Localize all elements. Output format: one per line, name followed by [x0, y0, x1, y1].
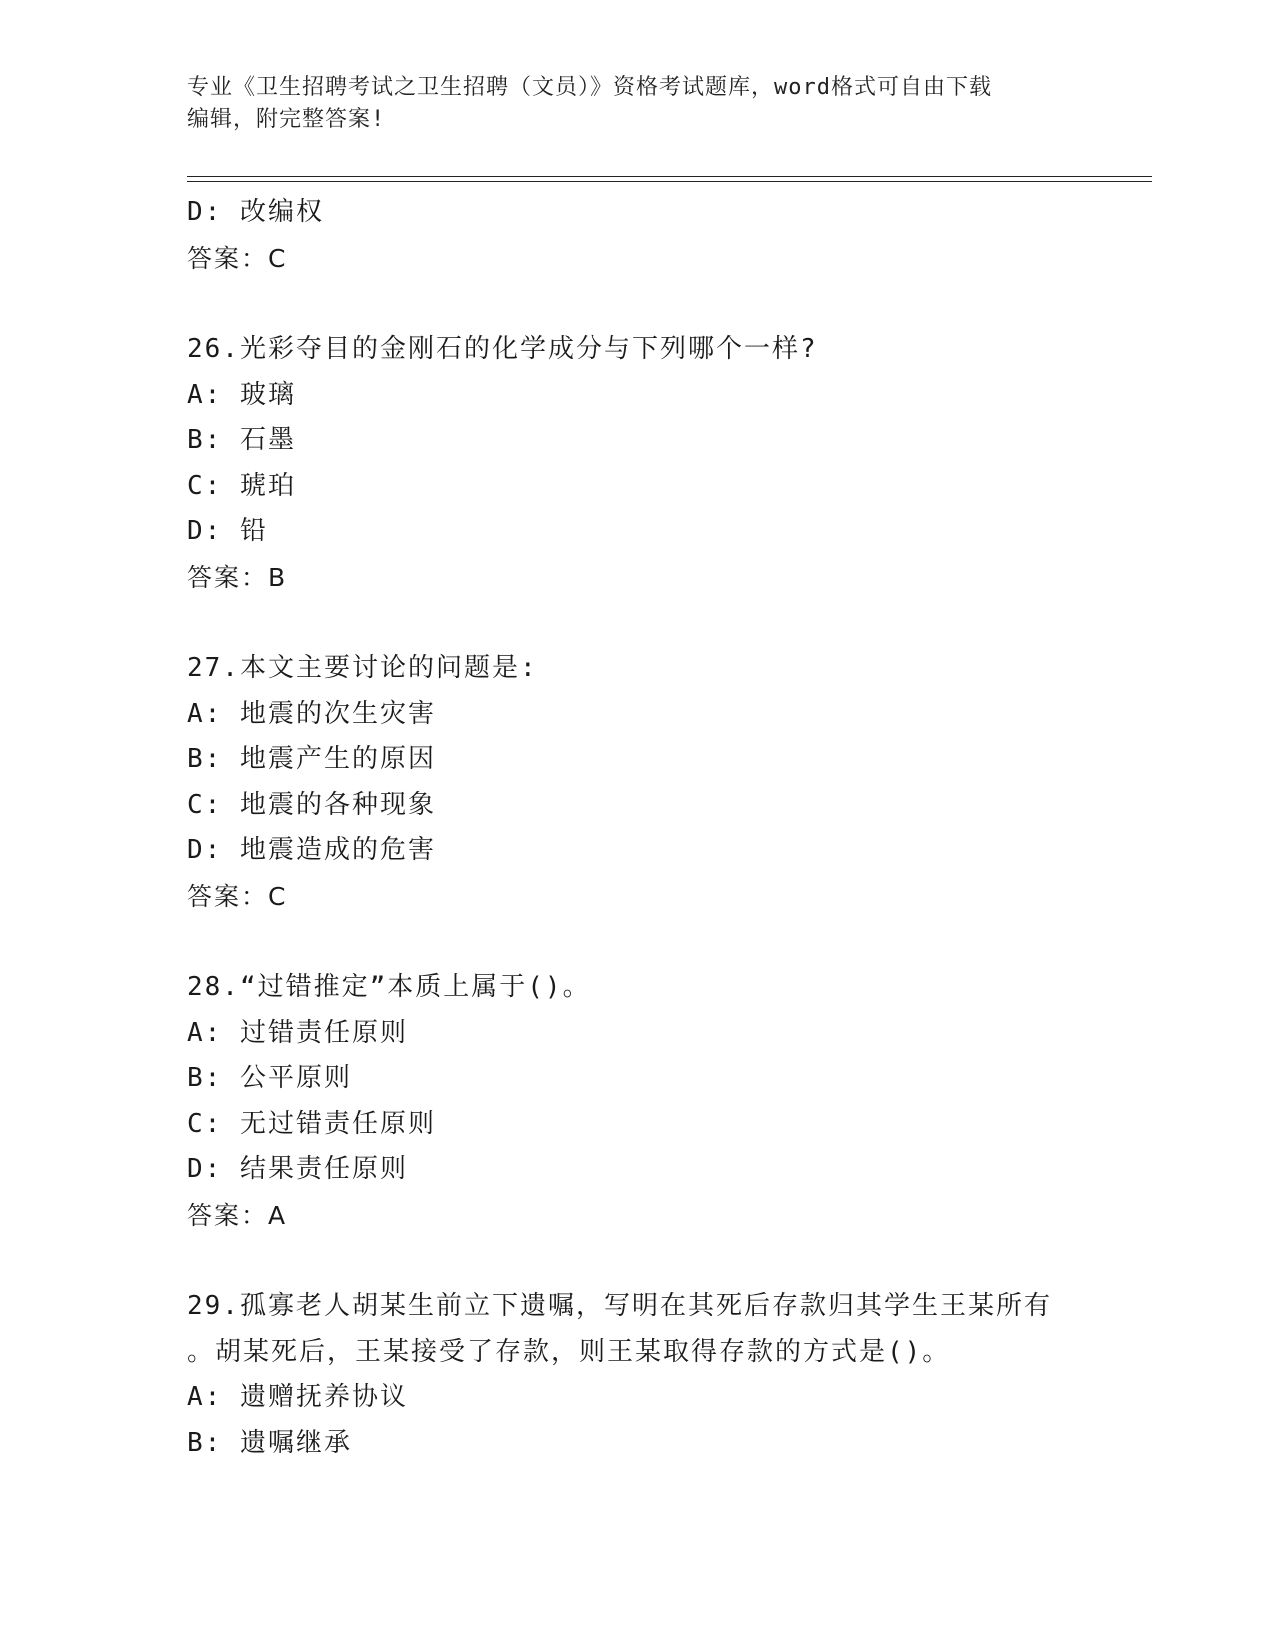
option-b: B: 遗嘱继承: [187, 1427, 352, 1458]
page-header: [187, 72, 1067, 136]
question-29: [187, 1284, 1087, 1466]
spacer: [187, 281, 1087, 327]
answer: 答案：B: [187, 562, 288, 592]
option-d: D: 改编权: [187, 197, 324, 227]
option-c: C: 无过错责任原则: [187, 1108, 436, 1139]
spacer: [187, 919, 1087, 965]
answer: 答案：C: [187, 881, 288, 911]
header-line-1: 专业《卫生招聘考试之卫生招聘（文员）》资格考试题库，word格式可自由下载: [187, 75, 992, 100]
header-divider-top: [187, 176, 1152, 177]
option-c: C: 地震的各种现象: [187, 789, 436, 820]
question-27: [187, 646, 1087, 919]
option-b: B: 公平原则: [187, 1063, 352, 1093]
answer: 答案：A: [187, 1200, 288, 1230]
header-line-2: 编辑，附完整答案!: [187, 107, 386, 132]
option-b: B: 石墨: [187, 425, 296, 455]
option-a: A: 地震的次生灾害: [187, 698, 436, 729]
question-28: [187, 965, 1087, 1238]
spacer: [187, 1238, 1087, 1284]
question-content: [187, 190, 1087, 1466]
spacer: [187, 600, 1087, 646]
question-26: [187, 327, 1087, 600]
question-stem: 28.“过错推定”本质上属于()。: [187, 972, 591, 1002]
header-divider-bottom: [187, 181, 1152, 182]
option-d: D: 结果责任原则: [187, 1154, 408, 1184]
option-a: A: 过错责任原则: [187, 1017, 408, 1048]
option-a: A: 玻璃: [187, 379, 296, 410]
question-stem: 26.光彩夺目的金刚石的化学成分与下列哪个一样?: [187, 334, 818, 364]
question-stem: 27.本文主要讨论的问题是:: [187, 653, 538, 683]
option-c: C: 琥珀: [187, 470, 296, 501]
option-d: D: 地震造成的危害: [187, 835, 436, 865]
answer: 答案：C: [187, 243, 288, 273]
option-d: D: 铅: [187, 516, 268, 546]
question-stem-line-1: 29.孤寡老人胡某生前立下遗嘱，写明在其死后存款归其学生王某所有: [187, 1291, 1052, 1321]
option-a: A: 遗赠抚养协议: [187, 1382, 408, 1412]
option-b: B: 地震产生的原因: [187, 744, 436, 774]
question-stem-line-2: 。胡某死后，王某接受了存款，则王某取得存款的方式是()。: [187, 1336, 951, 1367]
